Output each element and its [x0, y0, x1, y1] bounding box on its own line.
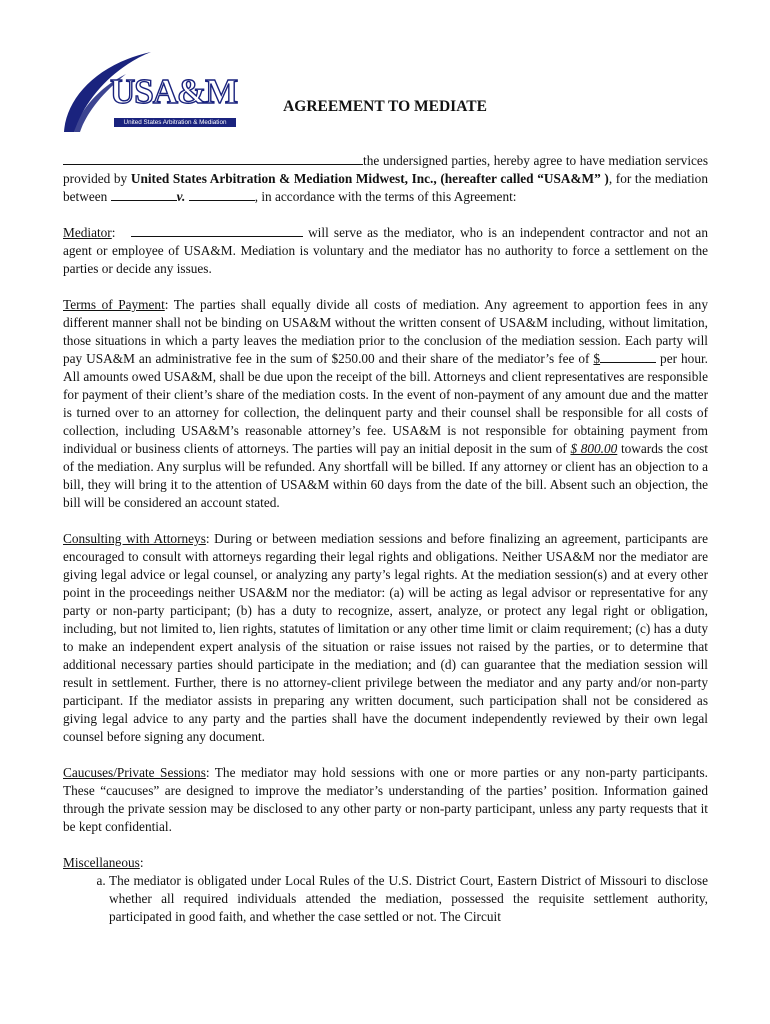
party-a-blank[interactable] [111, 188, 177, 201]
page-title-text: AGREEMENT TO MEDIATE [283, 98, 487, 115]
intro-text-2: , for the mediation between [63, 171, 708, 204]
caucuses-paragraph [63, 764, 708, 836]
deposit-amount: $ 800.00 [570, 441, 618, 456]
logo-mark: USA&M [110, 72, 238, 111]
parties-blank[interactable] [63, 152, 363, 165]
mediator-text: will serve as the mediator, who is an independent contractor and not an agent or employee of USA&M. Mediation is voluntary and the mediator has no authority to force a settlement on the parties or decide any issues. [63, 225, 708, 276]
payment-text-3: towards the cost of the mediation. Any surplus will be refunded. Any shortfall will be billed. If any attorney or client has an objection to a bill, they will bring it to the attention of USA&M within 60 days from the date of the bill. Absent such an objection, the bill will be considered an account stated. [63, 441, 708, 510]
list-item: a. The mediator is obligated under Local Rules of the U.S. District Court, Eastern District of Missouri to disclose whether all required individuals attended the mediation, possessed the requisite settlement authority, participated in good faith, and whether the case settled or not. The Circuit [109, 872, 708, 926]
mediator-colon: : [111, 225, 116, 240]
misc-list [63, 872, 708, 926]
misc-section [63, 854, 708, 926]
intro-text-3: , in accordance with the terms of this Agreement: [254, 189, 517, 204]
caucuses-heading: Caucuses/Private Sessions [63, 765, 206, 780]
mediator-name-blank[interactable] [131, 224, 303, 237]
consulting-paragraph [63, 530, 708, 746]
document-body [63, 152, 708, 926]
page-title [0, 98, 770, 116]
misc-heading: Miscellaneous [63, 855, 140, 870]
company-name: United States Arbitration & Mediation Midwest, Inc., (hereafter called “USA&M” ) [130, 171, 609, 186]
payment-paragraph [63, 296, 708, 512]
intro-paragraph [63, 152, 708, 206]
mediator-paragraph [63, 224, 708, 278]
payment-text-2: per hour. All amounts owed USA&M, shall be due upon the receipt of the bill. Attorneys and client representatives are responsible for payment of their client’s share of the mediation costs. In the event of non-payment of any amount due and the matter is turned over to an attorney for collection, the delinquent party and their counsel shall be responsible for all costs of collection, including USA&M’s reasonable attorney’s fee. USA&M is not responsible for obtaining payment from individual or business clients of attorneys. The parties will pay an initial deposit in the sum of [63, 351, 708, 456]
payment-heading: Terms of Payment [63, 297, 165, 312]
payment-text-1: : The parties shall equally divide all costs of mediation. Any agreement to apportion fees in any different manner shall not be binding on USA&M without the written consent of USA&M including, without limitation, those situations in which a party leaves the mediation prior to the conclusion of the mediation session. Each party will pay USA&M an administrative fee in the sum of $250.00 and their share of the mediator’s fee of [63, 297, 708, 366]
intro-text-1: the undersigned parties, hereby agree to have mediation services provided by [63, 153, 708, 186]
consulting-heading: Consulting with Attorneys [63, 531, 206, 546]
mediator-heading: Mediator [63, 225, 112, 240]
mediator-fee-blank[interactable] [600, 350, 656, 363]
party-b-blank[interactable] [189, 188, 255, 201]
caucuses-text: : The mediator may hold sessions with one or more parties or any non-party participants. These “caucuses” are designed to improve the mediator’s understanding of the parties’ position. Information gained through the private session may be disclosed to any other party or non-party participant, unless any party requests that it be kept confidential. [63, 765, 708, 834]
versus-text: v. [176, 189, 186, 204]
mediator-fee-dollar: $ [593, 351, 601, 366]
consulting-text: : During or between mediation sessions and before finalizing an agreement, participants are encouraged to consult with attorneys regarding their legal rights and obligations. Neither USA&M nor the mediator are giving legal advice or legal counsel, or analyzing any party’s legal rights. At the mediation session(s) and at every other point in the proceedings neither USA&M nor the mediator: (a) will be acting as legal advisor or representative for any party or non-party participant; (b) has a duty to recognize, assert, analyze, or protect any legal right or obligation, including, but not limited to, lien rights, statutes of limitation or any other time limit or claim requirement; (c) has a duty to make an independent expert analysis of the situation or raise issues not raised by the parties, or to determine that additional necessary parties should participate in the mediation; and (d) can guarantee that the mediation session will result in settlement. Further, there is no attorney-client privilege between the mediator and any party and/or non-party participant. If the mediator assists in preparing any written document, such participation shall not be considered as giving legal advice to any party and the parties shall have the document independently reviewed by their own legal counsel before signing any document. [63, 531, 708, 744]
misc-colon: : [139, 855, 144, 870]
logo-subtitle: United States Arbitration & Mediation [114, 118, 236, 127]
